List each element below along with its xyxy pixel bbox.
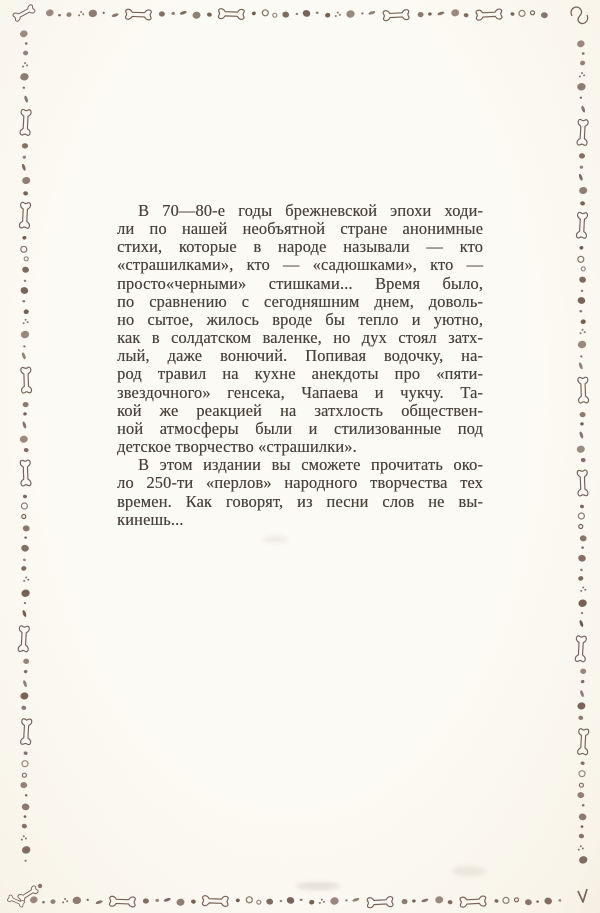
text-line: В этом издании вы сможете прочитать око- <box>138 455 483 475</box>
text-line: кой же реакцией на затхлость обществен- <box>117 400 483 420</box>
text-line: лый, даже вонючий. Попивая водочку, на- <box>117 346 483 366</box>
text-line: кинешь... <box>117 509 184 529</box>
text-line: род травил на кухне анекдоты про «пяти- <box>117 364 483 384</box>
ink-bleed-artifact <box>262 536 288 543</box>
text-line: просто«черными» стишками... Время было, <box>117 273 483 293</box>
text-line: ло 250-ти «перлов» народного творчества тех <box>117 473 483 493</box>
text-line: ли по нашей необъятной стране анонимные <box>117 219 483 239</box>
text-line: времен. Как говорят, из песни слов не вы- <box>117 491 483 511</box>
text-line: по сравнению с сегодняшним днем, доволь- <box>117 291 483 311</box>
text-line: как в солдатском валенке, но дух стоял затх- <box>117 328 483 348</box>
text-line: но сытое, жилось вроде бы тепло и уютно, <box>117 309 483 329</box>
text-line: В 70—80-е годы брежневской эпохи ходи- <box>138 201 483 220</box>
text-line: детское творчество «страшилки». <box>117 437 357 457</box>
foreword-paragraphs <box>117 202 483 529</box>
text-line: «страшилками», кто — «садюшками», кто — <box>117 255 483 275</box>
ink-bleed-artifact <box>452 866 486 876</box>
text-line: стихи, которые в народе называли — кто <box>117 237 483 257</box>
ink-bleed-artifact <box>296 882 340 890</box>
text-line: ной атмосферы были и стилизованные под <box>117 418 483 438</box>
text-line: звездочного» генсека, Чапаева и чукчу. Та- <box>117 382 483 402</box>
